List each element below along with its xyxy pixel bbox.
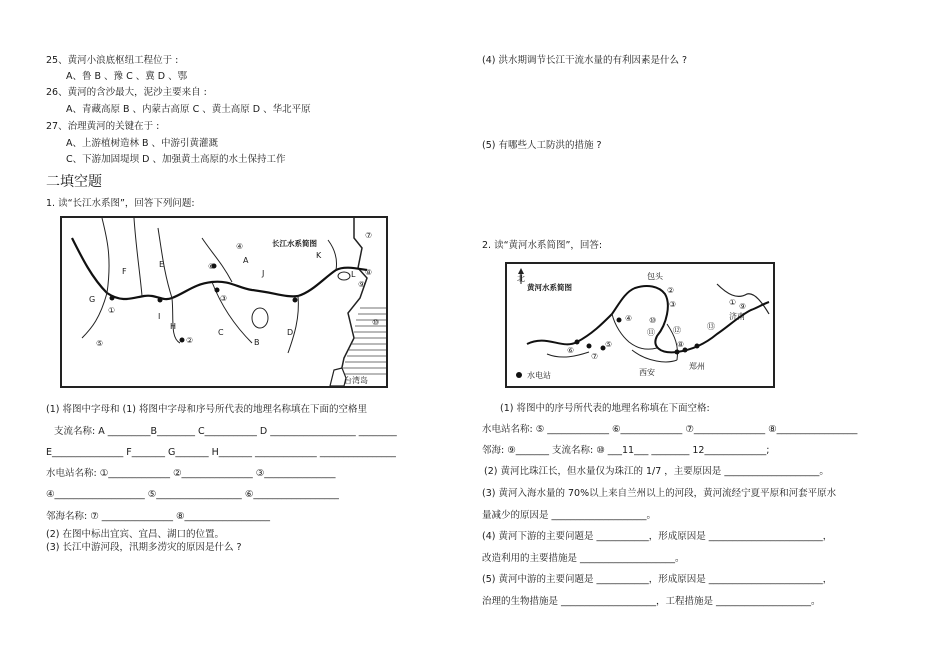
fill-1-tributaries-2: E_______________ F_______ G_______ H_______ _____________ ________________ (46, 447, 396, 458)
map2-legend-hydro: 水电站 (527, 371, 551, 380)
map1-num-1: ① (108, 306, 116, 315)
map1-label-j: J (262, 269, 265, 278)
map2-num-8: ⑧ (677, 340, 685, 349)
map1-num-10: ⑩ (372, 318, 380, 327)
fill-1-hydro-stations-2: ④___________________ ⑤__________________ ⑥__________________ (46, 489, 339, 500)
map1-label-a: A (243, 256, 249, 265)
map2-num-2: ② (667, 286, 675, 295)
map1-label-d: D (287, 328, 294, 337)
fill-1-instruction: (1) 将图中字母和 (1) 将图中字母和序号所代表的地理名称填在下面的空格里 (46, 404, 367, 415)
map2-jinan-label: 济南 (729, 312, 745, 321)
q5-flood-measures: (5) 有哪些人工防洪的措施 ? (482, 140, 602, 151)
yellow-1-sea-tributary: 邻海: ⑨_______ 支流名称: ⑩ ___11___ ________ 12_____________; (482, 445, 770, 456)
q25-stem: 25、黄河小浪底枢纽工程位于 : (46, 55, 179, 66)
yellow-river-map (505, 262, 775, 388)
map2-xian-label: 西安 (639, 368, 655, 377)
q25-options: A、鲁 B 、豫 C 、冀 D 、鄂 (66, 71, 188, 82)
map2-num-3: ③ (669, 300, 677, 309)
fill-2-instruction: (2) 在图中标出宜宾、宜昌、湖口的位置。 (46, 529, 224, 540)
fill-1-seas: 邻海名称: ⑦ _______________ ⑧__________________ (46, 511, 271, 522)
yellow-4-question-cont: 改造利用的主要措施是 ____________________。 (482, 553, 685, 564)
map1-taiwan-label: 台湾岛 (344, 376, 368, 385)
q4-flood-regulation: (4) 洪水期调节长江干流水量的有利因素是什么 ? (482, 55, 688, 66)
map2-north-label: 北 (517, 274, 525, 283)
question-1-prompt: 1. 读“长江水系图”，回答下列问题: (46, 198, 195, 209)
map2-num-13: ⑬ (707, 322, 715, 331)
map2-num-1: ① (729, 298, 737, 307)
fill-1-hydro-stations: 水电站名称: ①_____________ ②_______________ ③_______________ (46, 468, 336, 479)
map2-baotou-label: 包头 (647, 272, 663, 281)
fill-3-question: (3) 长江中游河段，汛期多涝灾的原因是什么 ? (46, 542, 242, 553)
question-2-prompt: 2. 读“黄河水系简图”，回答: (482, 240, 603, 251)
map2-num-10: ⑩ (649, 316, 657, 325)
q26-options: A、青藏高原 B 、内蒙古高原 C 、黄土高原 D 、华北平原 (66, 104, 311, 115)
yangtze-map-title: 长江水系简图 (272, 239, 317, 248)
q27-options-cd: C、下游加固堤坝 D 、加强黄土高原的水土保持工作 (66, 154, 286, 165)
map2-num-12: ⑫ (673, 326, 681, 335)
map1-label-k: K (316, 251, 322, 260)
yellow-4-question: (4) 黄河下游的主要问题是 ___________，形成原因是 ________________________， (482, 531, 833, 542)
yellow-5-question-cont: 治理的生物措施是 ____________________，工程措施是 ____________________。 (482, 596, 821, 607)
map2-num-6: ⑥ (567, 346, 575, 355)
yellow-river-map-title: 黄河水系简图 (527, 283, 572, 292)
q26-stem: 26、黄河的含沙最大，泥沙主要来自 : (46, 87, 207, 98)
map2-num-9: ⑨ (739, 302, 747, 311)
map1-label-e: E (159, 260, 165, 269)
yellow-5-question: (5) 黄河中游的主要问题是 ___________，形成原因是 ________________________， (482, 574, 833, 585)
map2-num-7: ⑦ (591, 352, 599, 361)
map2-num-11: ⑪ (647, 328, 655, 337)
map1-num-3: ③ (220, 294, 228, 303)
yellow-2-question: (2) 黄河比珠江长，但水量仅为珠江的 1/7 ，主要原因是 ____________________。 (484, 466, 829, 477)
map1-num-9: ⑨ (358, 280, 366, 289)
yellow-1-instruction: (1) 将图中的序号所代表的地理名称填在下面空格: (500, 403, 710, 414)
map1-label-l: L (351, 270, 356, 279)
map2-num-4: ④ (625, 314, 633, 323)
map1-num-8: ⑧ (365, 268, 373, 277)
map1-num-2: ② (186, 336, 194, 345)
map1-label-c: C (218, 328, 224, 337)
map1-label-f: F (122, 267, 127, 276)
map1-num-6: ⑥ (208, 262, 216, 271)
map2-zhengzhou-label: 郑州 (689, 362, 705, 371)
q27-stem: 27、治理黄河的关键在于 : (46, 121, 160, 132)
map1-label-b: B (254, 338, 260, 347)
yellow-3-question-cont: 量减少的原因是 ____________________。 (482, 510, 657, 521)
q27-options-ab: A、上游植树造林 B 、中游引黄灌溉 (66, 138, 219, 149)
map2-num-5: ⑤ (605, 340, 613, 349)
fill-1-tributaries: 支流名称: A _________B________ C___________ D __________________ ________ (54, 426, 397, 437)
map1-num-7: ⑦ (365, 231, 373, 240)
map1-num-5: ⑤ (96, 339, 104, 348)
section-title-fill-in: 二填空题 (46, 174, 102, 190)
yellow-3-question: (3) 黄河入海水量的 70%以上来自兰州以上的河段，黄河流经宁夏平原和河套平原水 (482, 488, 837, 499)
map1-label-h: H (170, 322, 177, 331)
map1-label-g: G (89, 295, 96, 304)
map1-num-4: ④ (236, 242, 244, 251)
yellow-1-hydro: 水电站名称: ⑤ _____________ ⑥_____________ ⑦_______________ ⑧_________________ (482, 424, 858, 435)
yangtze-river-map (60, 216, 388, 388)
map1-label-i: I (158, 312, 161, 321)
